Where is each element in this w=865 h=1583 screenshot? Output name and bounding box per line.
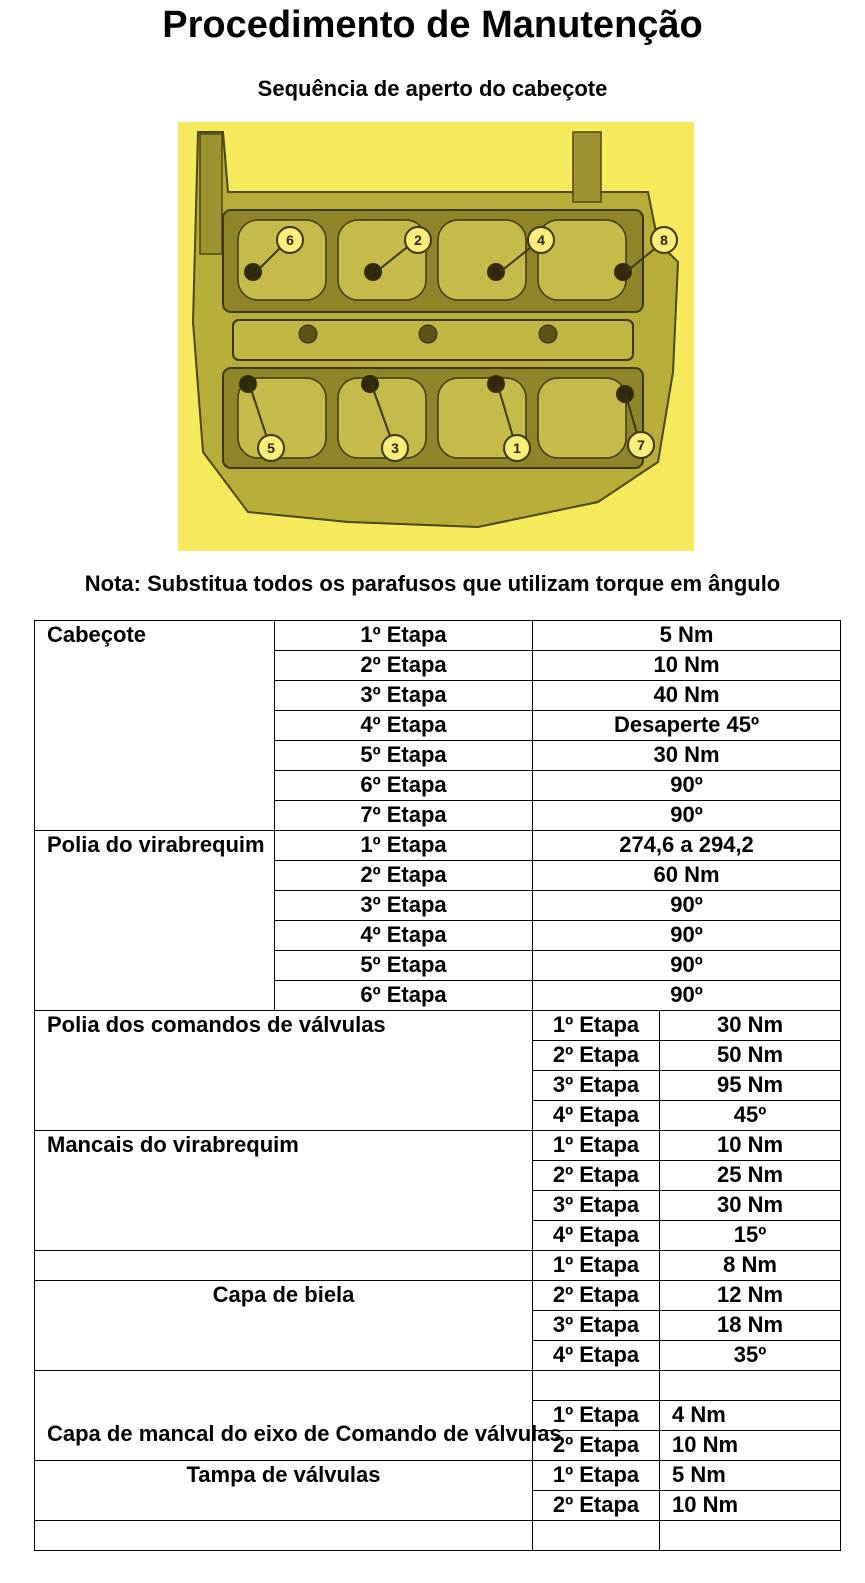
step-cell: 2º Etapa	[533, 1491, 660, 1521]
value-cell: 10 Nm	[533, 651, 841, 681]
value-cell: 30 Nm	[660, 1011, 841, 1041]
table-row	[35, 1131, 841, 1161]
step-cell: 3º Etapa	[533, 1311, 660, 1341]
step-cell: 1º Etapa	[533, 1461, 660, 1491]
step-cell: 2º Etapa	[533, 1161, 660, 1191]
step-cell: 5º Etapa	[275, 741, 533, 771]
step-cell: 7º Etapa	[275, 801, 533, 831]
torque-table	[34, 620, 841, 1551]
table-row	[35, 621, 841, 651]
page-title: Procedimento de Manutenção	[162, 4, 703, 46]
value-cell: 40 Nm	[533, 681, 841, 711]
bolt-label-7: 7	[637, 437, 645, 453]
value-cell: 95 Nm	[660, 1071, 841, 1101]
bolt-label-5: 5	[267, 440, 275, 456]
value-cell: 50 Nm	[660, 1041, 841, 1071]
value-cell: 60 Nm	[533, 861, 841, 891]
value-cell: 4 Nm	[660, 1401, 841, 1431]
value-cell: 90º	[533, 771, 841, 801]
value-cell: 274,6 a 294,2	[533, 831, 841, 861]
page-subtitle: Sequência de aperto do cabeçote	[257, 76, 608, 101]
value-cell: 30 Nm	[660, 1191, 841, 1221]
empty-cell	[533, 1521, 660, 1551]
value-cell: Desaperte 45º	[533, 711, 841, 741]
step-cell: 1º Etapa	[533, 1131, 660, 1161]
table-row	[35, 1371, 841, 1401]
value-cell: 90º	[533, 891, 841, 921]
bolt-label-8: 8	[660, 232, 668, 248]
step-cell: 6º Etapa	[275, 771, 533, 801]
group-label-polia-virabrequim: Polia do virabrequim	[35, 831, 275, 1011]
step-cell: 4º Etapa	[533, 1341, 660, 1371]
bolt-label-2: 2	[414, 232, 422, 248]
value-cell: 30 Nm	[533, 741, 841, 771]
step-cell: 6º Etapa	[275, 981, 533, 1011]
table-row	[35, 1281, 841, 1311]
value-cell: 35º	[660, 1341, 841, 1371]
value-cell: 90º	[533, 981, 841, 1011]
step-cell: 3º Etapa	[533, 1071, 660, 1101]
step-cell: 4º Etapa	[275, 711, 533, 741]
group-label-capa-biela: Capa de biela	[35, 1281, 533, 1371]
value-cell: 90º	[533, 921, 841, 951]
bolt-label-4: 4	[537, 232, 545, 248]
group-label-polia-comandos: Polia dos comandos de válvulas	[35, 1011, 533, 1131]
step-cell: 3º Etapa	[533, 1191, 660, 1221]
bolt-label-6: 6	[286, 232, 294, 248]
step-cell: 4º Etapa	[533, 1101, 660, 1131]
value-cell: 10 Nm	[660, 1431, 841, 1461]
step-cell: 4º Etapa	[275, 921, 533, 951]
empty-cell	[533, 1371, 660, 1401]
step-cell: 1º Etapa	[533, 1251, 660, 1281]
empty-cell	[35, 1521, 533, 1551]
step-cell: 5º Etapa	[275, 951, 533, 981]
table-row	[35, 1011, 841, 1041]
bolt-label-3: 3	[391, 440, 399, 456]
group-label-capa-mancal: Capa de mancal do eixo de Comando de válvulas	[35, 1371, 533, 1461]
value-cell: 25 Nm	[660, 1161, 841, 1191]
step-cell: 1º Etapa	[275, 831, 533, 861]
value-cell: 90º	[533, 801, 841, 831]
table-row	[35, 1461, 841, 1491]
engine-head-bolt-diagram	[178, 122, 694, 551]
table-row	[35, 1251, 841, 1281]
value-cell: 5 Nm	[533, 621, 841, 651]
value-cell: 12 Nm	[660, 1281, 841, 1311]
step-cell: 2º Etapa	[533, 1041, 660, 1071]
value-cell: 5 Nm	[660, 1461, 841, 1491]
empty-cell	[660, 1371, 841, 1401]
empty-cell	[35, 1251, 533, 1281]
value-cell: 10 Nm	[660, 1491, 841, 1521]
step-cell: 2º Etapa	[275, 861, 533, 891]
group-label-cabecote: Cabeçote	[35, 621, 275, 831]
step-cell: 4º Etapa	[533, 1221, 660, 1251]
table-row	[35, 1521, 841, 1551]
empty-cell	[660, 1521, 841, 1551]
table-row	[35, 831, 841, 861]
step-cell: 2º Etapa	[533, 1281, 660, 1311]
step-cell: 1º Etapa	[275, 621, 533, 651]
step-cell: 1º Etapa	[533, 1401, 660, 1431]
step-cell: 3º Etapa	[275, 681, 533, 711]
value-cell: 45º	[660, 1101, 841, 1131]
value-cell: 18 Nm	[660, 1311, 841, 1341]
value-cell: 8 Nm	[660, 1251, 841, 1281]
group-label-mancais: Mancais do virabrequim	[35, 1131, 533, 1251]
step-cell: 3º Etapa	[275, 891, 533, 921]
value-cell: 15º	[660, 1221, 841, 1251]
note-text: Nota: Substitua todos os parafusos que utilizam torque em ângulo	[84, 571, 781, 596]
group-label-tampa-valvulas: Tampa de válvulas	[35, 1461, 533, 1521]
engine-head-icon	[178, 122, 694, 551]
value-cell: 90º	[533, 951, 841, 981]
step-cell: 2º Etapa	[533, 1431, 660, 1461]
step-cell: 2º Etapa	[275, 651, 533, 681]
bolt-label-1: 1	[513, 440, 521, 456]
step-cell: 1º Etapa	[533, 1011, 660, 1041]
value-cell: 10 Nm	[660, 1131, 841, 1161]
